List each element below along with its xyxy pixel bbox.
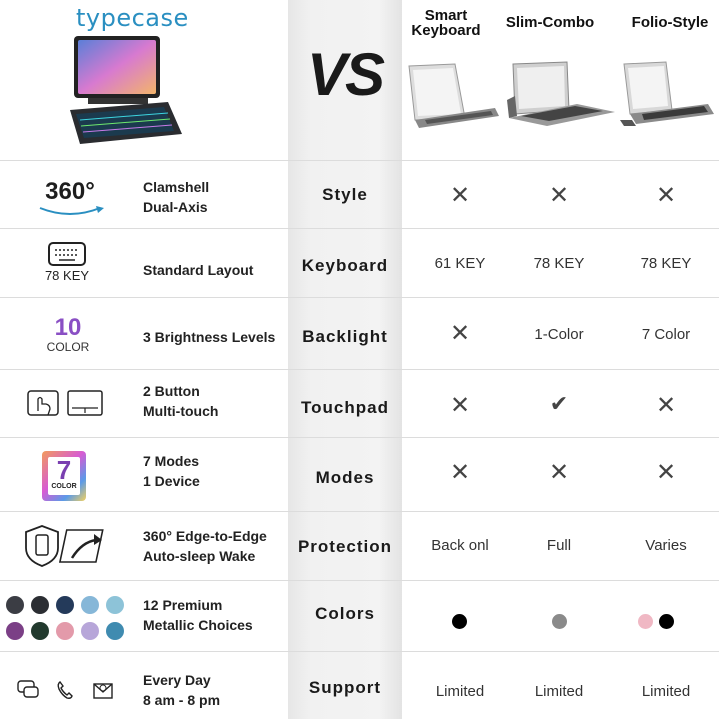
- support-icons: [16, 678, 116, 704]
- swatch-pink: [56, 622, 74, 640]
- protection-shield-icon: [24, 524, 108, 568]
- folio-protection-value: Varies: [645, 537, 687, 554]
- 360-rotation-icon: 360°: [34, 178, 106, 218]
- swatch-purple: [6, 622, 24, 640]
- smart-protection-value: Back onl: [431, 537, 489, 554]
- folio-style-cross-icon: ✕: [655, 182, 677, 209]
- brand-logo: typecase: [76, 4, 189, 32]
- row-label-style: Style: [322, 185, 368, 204]
- feature-colors: 12 Premium Metallic Choices: [143, 597, 253, 633]
- row-divider: [0, 160, 719, 161]
- slim-keyboard-value: 78 KEY: [533, 255, 585, 272]
- swatch-black: [31, 596, 49, 614]
- folio-color-dot-pink: [638, 614, 653, 629]
- feature-protection: 360° Edge-to-Edge Auto-sleep Wake: [143, 528, 267, 564]
- swatch-sky-blue: [81, 596, 99, 614]
- feature-touchpad: 2 Button Multi-touch: [143, 383, 219, 419]
- chat-icon: [18, 681, 38, 697]
- typecase-keyboard-image: [68, 34, 188, 149]
- swatch-light-blue: [106, 596, 124, 614]
- folio-backlight-value: 7 Color: [641, 326, 691, 343]
- smart-keyboard-image: [405, 62, 500, 132]
- feature-backlight: 3 Brightness Levels: [143, 329, 276, 345]
- keyboard-icon: 78 KEY: [30, 240, 104, 283]
- 10-color-backlight-icon: 10 COLOR: [46, 314, 90, 354]
- row-divider: [0, 297, 719, 298]
- feature-support: Every Day 8 am - 8 pm: [143, 672, 221, 708]
- row-divider: [0, 580, 719, 581]
- slim-support-value: Limited: [534, 683, 584, 700]
- col-folio-style: Folio-Style: [631, 14, 709, 31]
- slim-backlight-value: 1-Color: [534, 326, 584, 343]
- 7-modes-icon: 7 COLOR: [42, 451, 86, 501]
- smart-backlight-cross-icon: ✕: [449, 320, 471, 347]
- row-divider: [0, 228, 719, 229]
- email-icon: [94, 684, 112, 698]
- slim-protection-value: Full: [546, 537, 572, 554]
- row-divider: [0, 369, 719, 370]
- feature-modes: 7 Modes 1 Device: [143, 453, 200, 489]
- versus-title: VS: [306, 41, 384, 108]
- swatch-lavender: [81, 622, 99, 640]
- row-label-colors: Colors: [315, 604, 375, 623]
- feature-style: Clamshell Dual-Axis: [143, 179, 210, 215]
- folio-support-value: Limited: [641, 683, 691, 700]
- folio-touchpad-cross-icon: ✕: [655, 392, 677, 419]
- slim-modes-cross-icon: ✕: [548, 459, 570, 486]
- row-label-keyboard: Keyboard: [301, 256, 389, 275]
- swatch-dark-green: [31, 622, 49, 640]
- smart-color-dot: [452, 614, 467, 629]
- folio-modes-cross-icon: ✕: [655, 459, 677, 486]
- smart-touchpad-cross-icon: ✕: [449, 392, 471, 419]
- folio-keyboard-value: 78 KEY: [640, 255, 692, 272]
- smart-keyboard-value: 61 KEY: [434, 255, 486, 272]
- smart-support-value: Limited: [435, 683, 485, 700]
- smart-modes-cross-icon: ✕: [449, 459, 471, 486]
- row-label-support: Support: [308, 678, 382, 697]
- col-smart-keyboard: Smart Keyboard: [411, 7, 481, 39]
- swatch-teal: [106, 622, 124, 640]
- row-label-protection: Protection: [297, 537, 393, 556]
- col-slim-combo: Slim-Combo: [505, 14, 595, 31]
- slim-touchpad-check-icon: ✔: [549, 391, 569, 416]
- touchpad-icon: [26, 387, 106, 419]
- phone-icon: [58, 682, 72, 698]
- row-label-touchpad: Touchpad: [301, 398, 389, 417]
- feature-keyboard: Standard Layout: [143, 262, 254, 278]
- folio-style-image: [620, 60, 718, 132]
- row-label-modes: Modes: [315, 468, 375, 487]
- color-swatches: [6, 596, 136, 640]
- swatch-space-grey: [6, 596, 24, 614]
- slim-color-dot: [552, 614, 567, 629]
- slim-style-cross-icon: ✕: [548, 182, 570, 209]
- row-divider: [0, 651, 719, 652]
- folio-color-dot-black: [659, 614, 674, 629]
- row-divider: [0, 511, 719, 512]
- slim-combo-image: [507, 60, 617, 132]
- row-divider: [0, 437, 719, 438]
- row-label-backlight: Backlight: [302, 327, 388, 346]
- swatch-navy: [56, 596, 74, 614]
- smart-style-cross-icon: ✕: [449, 182, 471, 209]
